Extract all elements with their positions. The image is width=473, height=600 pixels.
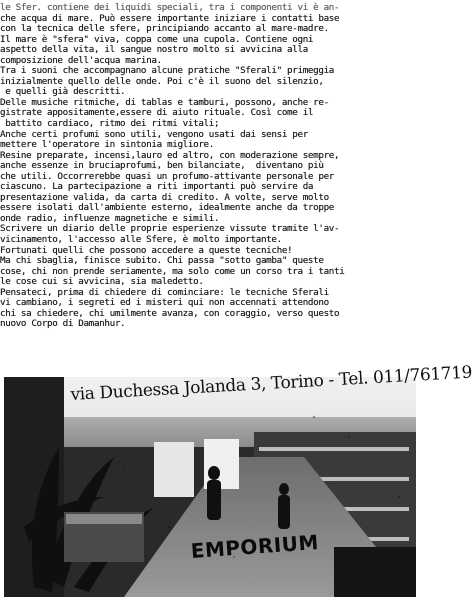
advert-photo <box>4 377 416 597</box>
text-line: vicinamento, l'accesso alle Sfere, è molto importante. <box>0 234 282 246</box>
text-line: Resine preparate, incensi,lauro ed altro, con moderazione sempre, <box>0 149 340 161</box>
text-line: Tra i suoni che accompagnano alcune pratiche "Sferali" primeggia <box>0 65 335 77</box>
text-line: che utili. Occorrerebbe quasi un profumo-attivante personale per <box>0 170 335 182</box>
text-line: anche essenze in bruciaprofumi, ben bilanciate, diventano più <box>0 160 324 172</box>
shop-interior-illustration <box>4 377 416 597</box>
text-line: chi sa chiedere, chi umilmente avanza, con coraggio, verso questo <box>0 307 340 319</box>
text-line: ciascuno. La partecipazione a riti importanti può servire da <box>0 181 314 193</box>
text-line: onde radio, influenze magnetiche e simili. <box>0 212 220 224</box>
advert-address: via Duchessa Jolanda 3, Torino - Tel. 011/761719 <box>70 362 473 405</box>
text-line: Delle musiche ritmiche, di tablas e tamburi, possono, anche re- <box>0 96 329 108</box>
text-line: essere isolati dall'ambiente esterno, idealmente anche da troppe <box>0 202 335 214</box>
text-line: Pensateci, prima di chiedere di cominciare: le tecniche Sferali <box>0 286 329 298</box>
text-line: presentazione valida, da carta di credito. A volte, serve molto <box>0 191 329 203</box>
text-line: nuovo Corpo di Damanhur. <box>0 318 126 330</box>
text-line: composizione dell'acqua marina. <box>0 54 162 66</box>
typewritten-text <box>0 3 420 330</box>
text-line: battito cardiaco, ritmo dei ritmi vitali; <box>0 118 220 130</box>
text-line: aspetto della vita, il sangue nostro molto si avvicina alla <box>0 44 308 56</box>
text-line: Fortunati quelli che possono accedere a queste tecniche! <box>0 244 293 256</box>
text-line: le Sfer. contiene dei liquidi speciali, tra i componenti vi è an- <box>0 2 340 13</box>
text-line: che acqua di mare. Può essere importante iniziare i contatti base <box>0 12 340 24</box>
text-line: Scrivere un diario delle proprie esperienze vissute tramite l'av- <box>0 223 340 235</box>
text-line: gistrate appositamente,essere di aiuto rituale. Così come il <box>0 107 314 119</box>
text-line: vi cambiano, i segreti ed i misteri qui non accennati attendono <box>0 297 329 309</box>
text-line: le cose cui si avvicina, sia maledetto. <box>0 276 204 288</box>
text-line: inizialmente quello delle onde. Poi c'è il suono del silenzio, <box>0 75 324 87</box>
text-line: cose, chi non prende seriamente, ma solo come un corso tra i tanti <box>0 265 345 277</box>
text-line: e quelli già descritti. <box>0 86 126 98</box>
advert-brand-logo: EMPORIUM <box>190 530 320 563</box>
text-line: Il mare è "sfera" viva, coppa come una cupola. Contiene ogni <box>0 33 314 45</box>
text-line: Anche certi profumi sono utili, vengono usati dai sensi per <box>0 128 308 140</box>
text-line: mettere l'operatore in sintonia migliore. <box>0 139 214 151</box>
text-line: con la tecnica delle sfere, principiando accanto al mare-madre. <box>0 23 329 35</box>
text-line: Ma chi sbaglia, finisce subito. Chi passa "sotto gamba" queste <box>0 255 324 267</box>
